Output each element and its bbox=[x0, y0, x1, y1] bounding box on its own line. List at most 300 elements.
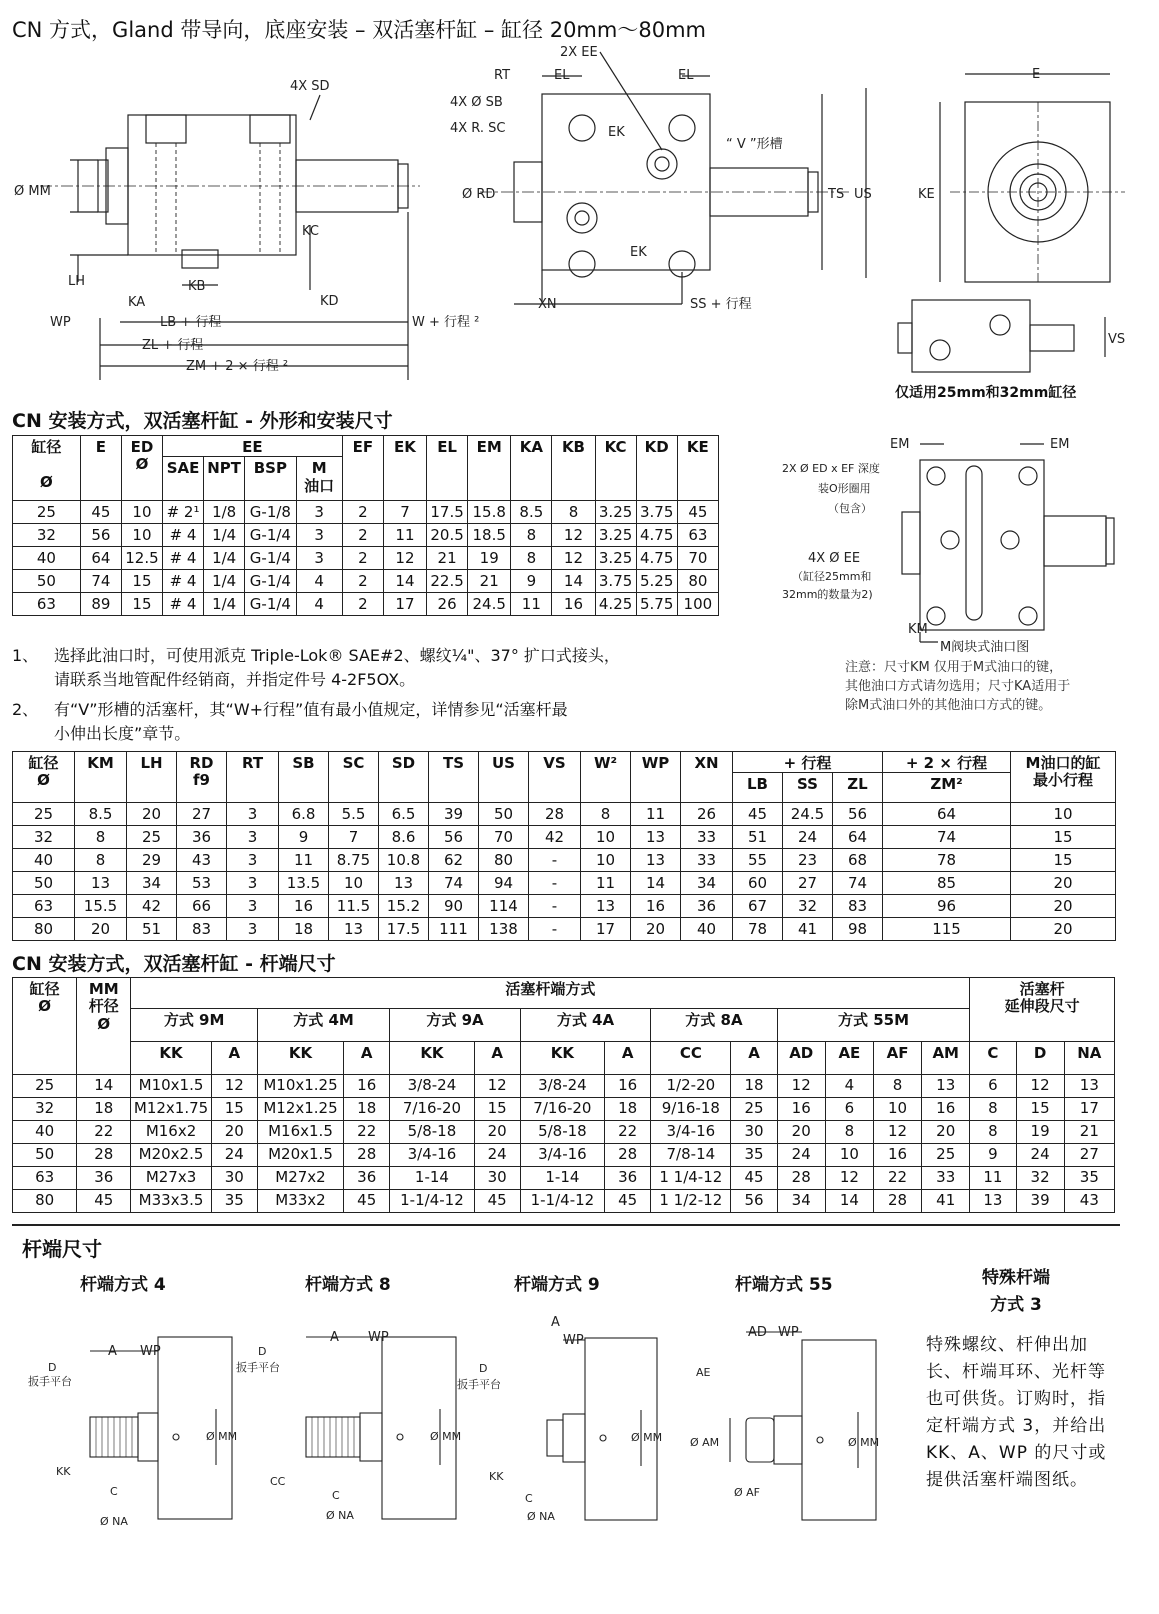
caption-special-1: 特殊杆端 bbox=[982, 1268, 1050, 1288]
dim-ee: 2X EE bbox=[560, 45, 598, 60]
table3-cell: 24 bbox=[1016, 1144, 1064, 1167]
th3-cc: CC bbox=[651, 1042, 731, 1075]
rod8-d: D bbox=[258, 1345, 267, 1358]
th-ee: EE bbox=[163, 436, 343, 457]
th2-w: W² bbox=[581, 752, 631, 803]
th-bsp: BSP bbox=[245, 457, 296, 501]
table1-cell: 4.75 bbox=[636, 547, 677, 570]
table1-cell: 18.5 bbox=[468, 524, 511, 547]
side-note-1: 注意：尺寸KM 仅用于M式油口的键， bbox=[845, 660, 1063, 675]
dim-xn: XN bbox=[538, 297, 557, 312]
table1-cell: 5.75 bbox=[636, 593, 677, 616]
note-1-cont: 请联系当地管配件经销商，并指定件号 4-2F5OX。 bbox=[54, 670, 416, 689]
th3-na: NA bbox=[1064, 1042, 1114, 1075]
table3-row bbox=[13, 1121, 1115, 1144]
table3-cell: 12 bbox=[825, 1167, 873, 1190]
table1-cell: 3.25 bbox=[595, 547, 636, 570]
top-view-drawing bbox=[450, 42, 890, 317]
table3-cell: 30 bbox=[474, 1167, 520, 1190]
th2-sd: SD bbox=[379, 752, 429, 803]
table3-cell: 24 bbox=[777, 1144, 825, 1167]
table2-cell: 13 bbox=[581, 895, 631, 918]
dim-w: W + 行程 ² bbox=[412, 315, 480, 330]
table3-cell: 35 bbox=[731, 1144, 777, 1167]
table1-cell: 3 bbox=[296, 524, 342, 547]
table2-cell: 18 bbox=[279, 918, 329, 941]
table2-cell: 16 bbox=[631, 895, 681, 918]
rod4-d: D bbox=[48, 1361, 57, 1374]
th3-mm: MM 杆径 Ø bbox=[77, 978, 131, 1075]
table3-cell: M10x1.5 bbox=[131, 1075, 211, 1098]
table3-row bbox=[13, 1144, 1115, 1167]
table1-cell: 8.5 bbox=[511, 501, 552, 524]
table1-cell: 16 bbox=[552, 593, 595, 616]
table2-cell: 39 bbox=[429, 803, 479, 826]
table2-cell: 6.5 bbox=[379, 803, 429, 826]
th2-vs: VS bbox=[529, 752, 581, 803]
rod4-mm: Ø MM bbox=[206, 1430, 238, 1443]
table1-cell: 11 bbox=[383, 524, 426, 547]
table1-cell: 12.5 bbox=[121, 547, 162, 570]
th2-wp: WP bbox=[631, 752, 681, 803]
table3-cell: 25 bbox=[922, 1144, 970, 1167]
table3-cell: M27x3 bbox=[131, 1167, 211, 1190]
rod8-wrench: 扳手平台 bbox=[236, 1361, 280, 1374]
table1-cell: 4 bbox=[296, 570, 342, 593]
table3-cell: M16x2 bbox=[131, 1121, 211, 1144]
table3-cell: 5/8-18 bbox=[520, 1121, 604, 1144]
m-port-caption: M阀块式油口图 bbox=[940, 640, 1030, 655]
oring-label: 装O形圈用 bbox=[818, 482, 871, 495]
table3-cell: 36 bbox=[605, 1167, 651, 1190]
table1-cell: 3 bbox=[296, 547, 342, 570]
table1-cell: 12 bbox=[552, 524, 595, 547]
table3-cell: 9 bbox=[970, 1144, 1016, 1167]
table3-cell: 3/4-16 bbox=[651, 1121, 731, 1144]
table2-cell: 60 bbox=[733, 872, 783, 895]
table2-cell: 24 bbox=[783, 826, 833, 849]
table2-cell: 20 bbox=[1011, 918, 1116, 941]
table1-cell: 10 bbox=[121, 524, 162, 547]
table1-cell: 12 bbox=[383, 547, 426, 570]
th2-xn: XN bbox=[681, 752, 733, 803]
table2-cell: 34 bbox=[127, 872, 177, 895]
table2-cell: 15 bbox=[1011, 826, 1116, 849]
table2-cell: 9 bbox=[279, 826, 329, 849]
table1-cell: 64 bbox=[80, 547, 121, 570]
th-npt: NPT bbox=[204, 457, 245, 501]
table3-cell: 33 bbox=[922, 1167, 970, 1190]
table2-cell: - bbox=[529, 918, 581, 941]
table2-cell: 20 bbox=[75, 918, 127, 941]
table2-cell: 20 bbox=[1011, 895, 1116, 918]
table1-cell: 1/8 bbox=[204, 501, 245, 524]
dim-mm: Ø MM bbox=[14, 184, 51, 199]
table1-cell: 1/4 bbox=[204, 524, 245, 547]
th3-style-55m: 方式 55M bbox=[777, 1009, 970, 1042]
table2-cell: 74 bbox=[883, 826, 1011, 849]
table3-cell: 6 bbox=[970, 1075, 1016, 1098]
table2-row bbox=[13, 803, 1116, 826]
table3-cell: M10x1.25 bbox=[257, 1075, 343, 1098]
table3-cell: 13 bbox=[922, 1075, 970, 1098]
table2-cell: 3 bbox=[227, 849, 279, 872]
table2-cell: 6.8 bbox=[279, 803, 329, 826]
rod55-ad: AD bbox=[748, 1325, 767, 1340]
table2-cell: 78 bbox=[883, 849, 1011, 872]
table3-cell: 12 bbox=[1016, 1075, 1064, 1098]
table2-cell: 80 bbox=[479, 849, 529, 872]
table2-cell: 53 bbox=[177, 872, 227, 895]
table3-cell: 10 bbox=[873, 1098, 921, 1121]
table1-cell: 2 bbox=[342, 524, 383, 547]
th2-zl: ZL bbox=[833, 773, 883, 803]
table1-cell: 63 bbox=[13, 593, 81, 616]
table3-cell: 20 bbox=[922, 1121, 970, 1144]
table1-cell: 40 bbox=[13, 547, 81, 570]
table1-cell: G-1/4 bbox=[245, 593, 296, 616]
table3-cell: 7/16-20 bbox=[520, 1098, 604, 1121]
table1-cell: 25 bbox=[13, 501, 81, 524]
table2-cell: - bbox=[529, 849, 581, 872]
table2-cell: 8.6 bbox=[379, 826, 429, 849]
table2-cell: 11.5 bbox=[329, 895, 379, 918]
dim-sb: 4X Ø SB bbox=[450, 95, 503, 110]
rod8-wp: WP bbox=[368, 1330, 389, 1345]
table1-cell: 15.8 bbox=[468, 501, 511, 524]
table1-cell: 2 bbox=[342, 570, 383, 593]
table2-cell: 3 bbox=[227, 826, 279, 849]
th2-zm: ZM² bbox=[883, 773, 1011, 803]
table1-cell: 1/4 bbox=[204, 570, 245, 593]
table3-cell: M12x1.25 bbox=[257, 1098, 343, 1121]
table3-cell: 39 bbox=[1016, 1190, 1064, 1213]
table3-cell: 25 bbox=[731, 1098, 777, 1121]
table1-cell: 17 bbox=[383, 593, 426, 616]
table2-cell: 25 bbox=[127, 826, 177, 849]
table2-cell: 80 bbox=[13, 918, 75, 941]
table2-cell: 10 bbox=[329, 872, 379, 895]
special-rod-end-text: 特殊螺纹、杆伸出加长、杆端耳环、光杆等也可供货。订购时，指定杆端方式 3，并给出 KK、A、WP 的尺寸或提供活塞杆端图纸。 bbox=[926, 1335, 1107, 1490]
rod4-a: A bbox=[108, 1344, 117, 1359]
table3-cell: 45 bbox=[474, 1190, 520, 1213]
table1-cell: 8 bbox=[511, 547, 552, 570]
dim-v-groove: “ V ”形槽 bbox=[726, 137, 783, 152]
dimension-table-2 bbox=[12, 751, 1116, 941]
th3-extension: 活塞杆 延伸段尺寸 bbox=[970, 978, 1115, 1042]
table1-cell: 22.5 bbox=[427, 570, 468, 593]
table3-cell: 28 bbox=[873, 1190, 921, 1213]
table3-cell: 20 bbox=[777, 1121, 825, 1144]
table3-cell: 30 bbox=[731, 1121, 777, 1144]
table1-cell: # 4 bbox=[163, 593, 204, 616]
th-ek: EK bbox=[383, 436, 426, 501]
table3-row bbox=[13, 1190, 1115, 1213]
dim-ee-note1: （缸径25mm和 bbox=[792, 570, 872, 583]
table1-cell: 21 bbox=[427, 547, 468, 570]
table2-cell: 74 bbox=[429, 872, 479, 895]
dim-ke: KE bbox=[918, 187, 935, 202]
dim-sd: 4X SD bbox=[290, 79, 330, 94]
th3-a: A bbox=[605, 1042, 651, 1075]
table3-cell: 7/8-14 bbox=[651, 1144, 731, 1167]
rod9-d: D bbox=[479, 1362, 488, 1375]
table3-cell: 8 bbox=[970, 1121, 1016, 1144]
table3-cell: 8 bbox=[825, 1121, 873, 1144]
caption-special-2: 方式 3 bbox=[990, 1295, 1042, 1315]
table3-cell: 11 bbox=[970, 1167, 1016, 1190]
oring-included: （包含） bbox=[828, 502, 872, 515]
th2-km: KM bbox=[75, 752, 127, 803]
table2-row bbox=[13, 918, 1116, 941]
table3-cell: 1 1/4-12 bbox=[651, 1167, 731, 1190]
table1-cell: G-1/4 bbox=[245, 547, 296, 570]
rod8-c: C bbox=[332, 1489, 340, 1502]
th2-m-min: M油口的缸 最小行程 bbox=[1011, 752, 1116, 803]
table3-cell: 20 bbox=[211, 1121, 257, 1144]
th3-ad: AD bbox=[777, 1042, 825, 1075]
table2-cell: 45 bbox=[733, 803, 783, 826]
table3-cell: 21 bbox=[1064, 1121, 1114, 1144]
dim-kb: KB bbox=[188, 279, 206, 294]
th-ka: KA bbox=[511, 436, 552, 501]
table3-cell: 1-14 bbox=[520, 1167, 604, 1190]
table3-cell: 1 1/2-12 bbox=[651, 1190, 731, 1213]
table2-cell: 40 bbox=[681, 918, 733, 941]
table2-cell: 23 bbox=[783, 849, 833, 872]
table2-cell: 34 bbox=[681, 872, 733, 895]
table1-cell: 80 bbox=[677, 570, 718, 593]
table3-cell: 18 bbox=[605, 1098, 651, 1121]
page-title: CN 方式，Gland 带导向，底座安装 – 双活塞杆缸 – 缸径 20mm～80mm bbox=[12, 18, 706, 42]
table1-cell: 8 bbox=[511, 524, 552, 547]
dim-el-right: EL bbox=[678, 68, 694, 83]
table2-cell: 8 bbox=[581, 803, 631, 826]
table3-cell: 15 bbox=[474, 1098, 520, 1121]
th-sae: SAE bbox=[163, 457, 204, 501]
note-2: 2、 有“V”形槽的活塞杆，其“W+行程”值有最小值规定，详情参见“活塞杆最 bbox=[12, 700, 568, 719]
table1-cell: 24.5 bbox=[468, 593, 511, 616]
table2-cell: 8.75 bbox=[329, 849, 379, 872]
rod-end-title: 杆端尺寸 bbox=[22, 1237, 102, 1261]
table2-cell: 13 bbox=[329, 918, 379, 941]
table1-cell: 9 bbox=[511, 570, 552, 593]
dim-ts: TS bbox=[828, 187, 845, 202]
table2-cell: 115 bbox=[883, 918, 1011, 941]
th3-kk: KK bbox=[131, 1042, 211, 1075]
table2-cell: 42 bbox=[529, 826, 581, 849]
table1-cell: 19 bbox=[468, 547, 511, 570]
table2-cell: 78 bbox=[733, 918, 783, 941]
rod8-a: A bbox=[330, 1330, 339, 1345]
table2-cell: 3 bbox=[227, 803, 279, 826]
table1-cell: 2 bbox=[342, 547, 383, 570]
table1-cell: 1/4 bbox=[204, 547, 245, 570]
table2-cell: 68 bbox=[833, 849, 883, 872]
dim-ss: SS + 行程 bbox=[690, 297, 752, 312]
table2-cell: 3 bbox=[227, 895, 279, 918]
table3-cell: 14 bbox=[77, 1075, 131, 1098]
table3-cell: 12 bbox=[873, 1121, 921, 1144]
rod-end-style-9-drawing bbox=[455, 1315, 675, 1530]
table3-row bbox=[13, 1167, 1115, 1190]
table2-cell: - bbox=[529, 895, 581, 918]
table2-cell: 8.5 bbox=[75, 803, 127, 826]
table2-cell: 94 bbox=[479, 872, 529, 895]
rod-end-style-8-drawing bbox=[234, 1325, 464, 1530]
table2-cell: 5.5 bbox=[329, 803, 379, 826]
table3-cell: 3/4-16 bbox=[520, 1144, 604, 1167]
caption-style-9: 杆端方式 9 bbox=[514, 1275, 600, 1295]
dim-ek-top: EK bbox=[608, 125, 625, 140]
table3-cell: 32 bbox=[13, 1098, 77, 1121]
rod8-na: Ø NA bbox=[326, 1509, 354, 1522]
table3-cell: 80 bbox=[13, 1190, 77, 1213]
table3-cell: 25 bbox=[13, 1075, 77, 1098]
table3-cell: 5/8-18 bbox=[390, 1121, 474, 1144]
rod8-mm: Ø MM bbox=[430, 1430, 462, 1443]
note-1: 1、 选择此油口时，可使用派克 Triple-Lok® SAE#2、螺纹¼"、37° 扩口式接头， bbox=[12, 646, 620, 665]
table2-cell: 36 bbox=[177, 826, 227, 849]
table2-cell: 24.5 bbox=[783, 803, 833, 826]
th3-d: D bbox=[1016, 1042, 1064, 1075]
table3-cell: 40 bbox=[13, 1121, 77, 1144]
table1-cell: G-1/4 bbox=[245, 570, 296, 593]
caption-style-8: 杆端方式 8 bbox=[305, 1275, 391, 1295]
table2-cell: 27 bbox=[177, 803, 227, 826]
table2-cell: 98 bbox=[833, 918, 883, 941]
table3-cell: 3/4-16 bbox=[390, 1144, 474, 1167]
th3-a: A bbox=[211, 1042, 257, 1075]
th2-ss: SS bbox=[783, 773, 833, 803]
th2-rt: RT bbox=[227, 752, 279, 803]
th2-lh: LH bbox=[127, 752, 177, 803]
dim-ek-bottom: EK bbox=[630, 245, 647, 260]
th2-plus-2stroke: + 2 × 行程 bbox=[883, 752, 1011, 773]
table3-cell: 16 bbox=[344, 1075, 390, 1098]
table3-cell: 17 bbox=[1064, 1098, 1114, 1121]
table3-cell: 28 bbox=[777, 1167, 825, 1190]
table3-cell: 22 bbox=[344, 1121, 390, 1144]
table2-cell: 13 bbox=[75, 872, 127, 895]
table2-cell: 28 bbox=[529, 803, 581, 826]
th2-us: US bbox=[479, 752, 529, 803]
table3-cell: 12 bbox=[474, 1075, 520, 1098]
th3-am: AM bbox=[922, 1042, 970, 1075]
table3-cell: 28 bbox=[77, 1144, 131, 1167]
table2-cell: 10 bbox=[1011, 803, 1116, 826]
table1-cell: G-1/8 bbox=[245, 501, 296, 524]
th-ke: KE bbox=[677, 436, 718, 501]
table2-cell: 42 bbox=[127, 895, 177, 918]
table3-cell: M16x1.5 bbox=[257, 1121, 343, 1144]
rod4-kk: KK bbox=[56, 1465, 71, 1478]
table1-cell: 2 bbox=[342, 501, 383, 524]
table2-cell: 36 bbox=[681, 895, 733, 918]
th3-style-8a: 方式 8A bbox=[651, 1009, 777, 1042]
table2-cell: 70 bbox=[479, 826, 529, 849]
table2-row bbox=[13, 872, 1116, 895]
table3-cell: 7/16-20 bbox=[390, 1098, 474, 1121]
table1-cell: 1/4 bbox=[204, 593, 245, 616]
rod55-wp: WP bbox=[778, 1325, 799, 1340]
dim-kc: KC bbox=[302, 224, 319, 239]
dim-ee-4x: 4X Ø EE bbox=[808, 551, 861, 566]
table2-cell: 32 bbox=[783, 895, 833, 918]
table2-cell: 32 bbox=[13, 826, 75, 849]
table2-cell: 11 bbox=[631, 803, 681, 826]
table1-cell: 17.5 bbox=[427, 501, 468, 524]
table2-cell: 55 bbox=[733, 849, 783, 872]
table3-cell: 1-14 bbox=[390, 1167, 474, 1190]
table1-cell: 3.75 bbox=[595, 570, 636, 593]
table1-row bbox=[13, 593, 719, 616]
table3-cell: 22 bbox=[873, 1167, 921, 1190]
th3-style-9a: 方式 9A bbox=[390, 1009, 520, 1042]
th-em: EM bbox=[468, 436, 511, 501]
note-2-cont: 小伸出长度”章节。 bbox=[54, 724, 191, 743]
small-block-drawing bbox=[890, 295, 1125, 375]
dim-ee-note2: 32mm的数量为2) bbox=[782, 588, 873, 601]
th-kc: KC bbox=[595, 436, 636, 501]
table3-cell: M33x2 bbox=[257, 1190, 343, 1213]
table3-cell: 18 bbox=[77, 1098, 131, 1121]
table2-cell: 10 bbox=[581, 849, 631, 872]
table3-cell: 56 bbox=[731, 1190, 777, 1213]
table1-cell: 21 bbox=[468, 570, 511, 593]
table3-cell: 6 bbox=[825, 1098, 873, 1121]
th3-rod-end-style: 活塞杆端方式 bbox=[131, 978, 970, 1009]
table2-cell: 15.5 bbox=[75, 895, 127, 918]
table3-cell: 34 bbox=[777, 1190, 825, 1213]
th2-sc: SC bbox=[329, 752, 379, 803]
th2-bore: 缸径 Ø bbox=[13, 752, 75, 803]
table3-cell: 27 bbox=[1064, 1144, 1114, 1167]
table2-cell: 20 bbox=[127, 803, 177, 826]
table1-cell: # 4 bbox=[163, 524, 204, 547]
table1-cell: 3 bbox=[296, 501, 342, 524]
table3-cell: 15 bbox=[211, 1098, 257, 1121]
caption-style-4: 杆端方式 4 bbox=[80, 1275, 166, 1295]
dim-el-left: EL bbox=[554, 68, 570, 83]
table2-cell: 64 bbox=[833, 826, 883, 849]
table1-cell: 20.5 bbox=[427, 524, 468, 547]
rod8-cc: CC bbox=[270, 1475, 286, 1488]
th3-bore: 缸径 Ø bbox=[13, 978, 77, 1075]
dim-ka: KA bbox=[128, 295, 146, 310]
table2-cell: 40 bbox=[13, 849, 75, 872]
table1-cell: 100 bbox=[677, 593, 718, 616]
table3-cell: 28 bbox=[344, 1144, 390, 1167]
table2-cell: 13 bbox=[379, 872, 429, 895]
table2-cell: 43 bbox=[177, 849, 227, 872]
table2-cell: 20 bbox=[631, 918, 681, 941]
th2-rd: RD f9 bbox=[177, 752, 227, 803]
table3-cell: 32 bbox=[1016, 1167, 1064, 1190]
table1-cell: 12 bbox=[552, 547, 595, 570]
th3-style-4m: 方式 4M bbox=[257, 1009, 389, 1042]
table2-cell: 8 bbox=[75, 849, 127, 872]
dim-wp: WP bbox=[50, 315, 71, 330]
rod-end-table bbox=[12, 977, 1115, 1213]
th-bore: 缸径 Ø bbox=[13, 436, 81, 501]
table3-cell: 8 bbox=[873, 1075, 921, 1098]
table2-cell: 64 bbox=[883, 803, 1011, 826]
table3-cell: 28 bbox=[605, 1144, 651, 1167]
table1-cell: # 4 bbox=[163, 547, 204, 570]
th3-a: A bbox=[731, 1042, 777, 1075]
table2-cell: 15.2 bbox=[379, 895, 429, 918]
